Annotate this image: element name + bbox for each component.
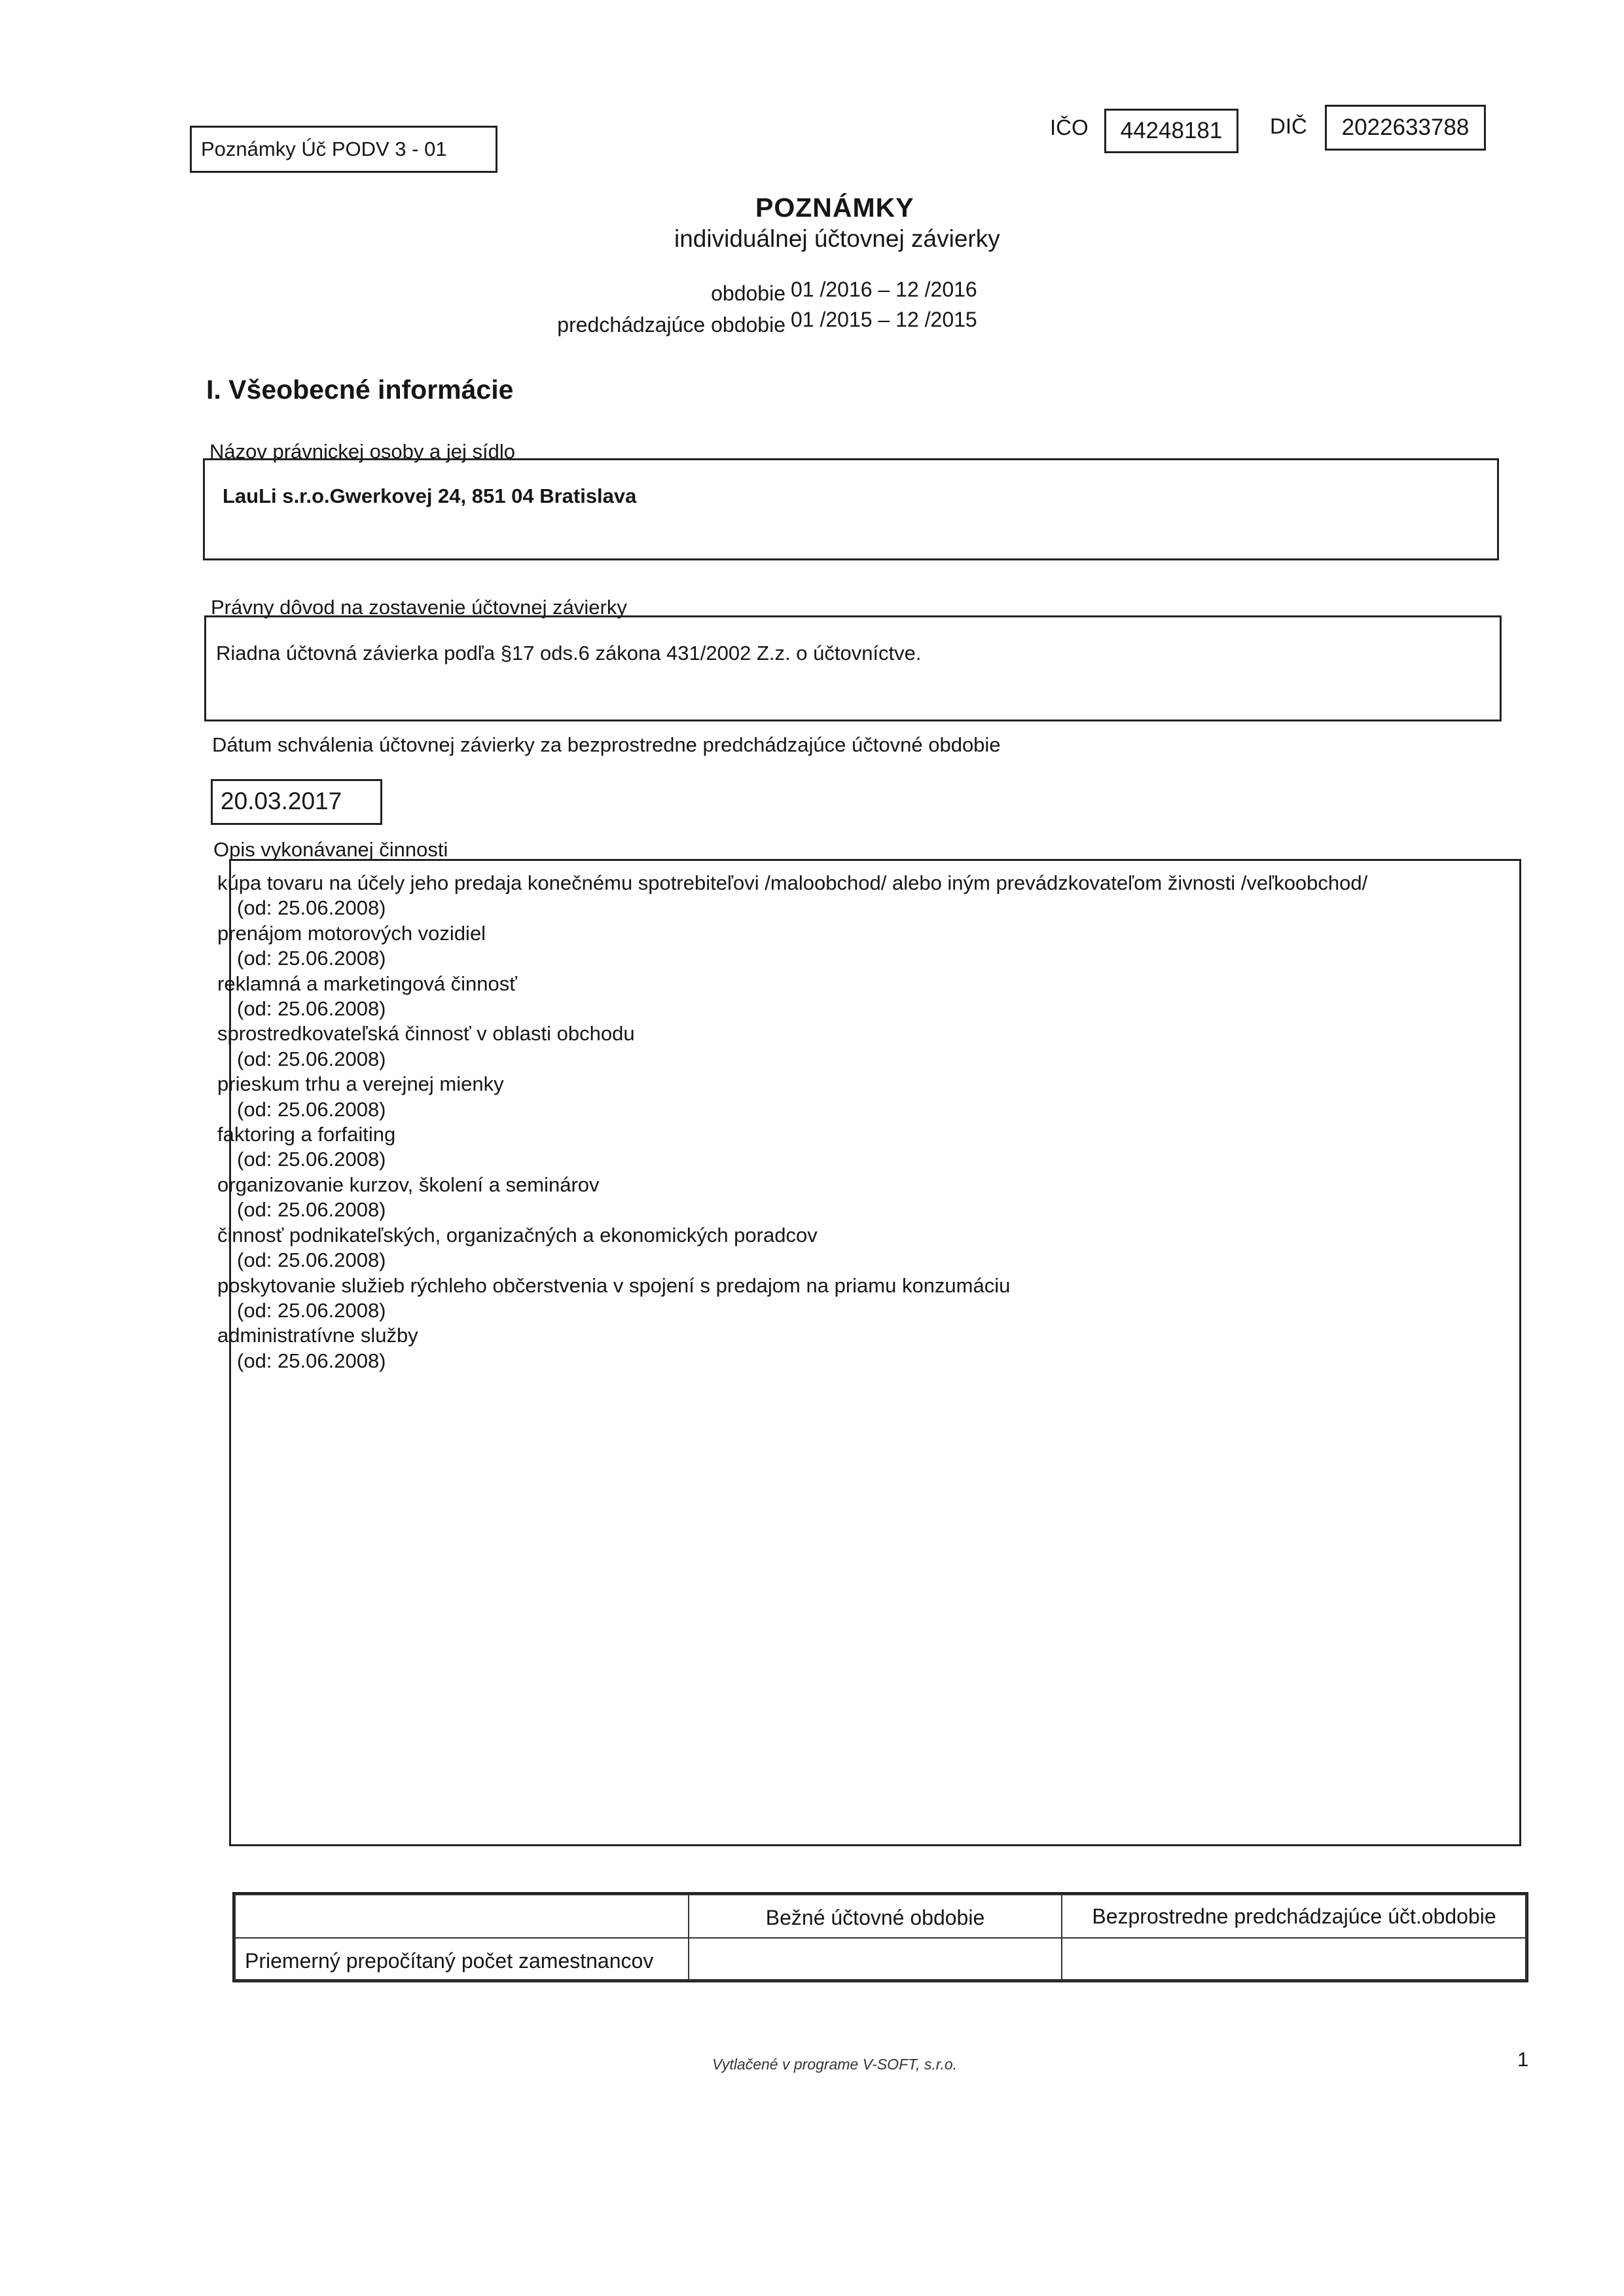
legal-basis-value: Riadna účtovná závierka podľa §17 ods.6 zákona 431/2002 Z.z. o účtovníctve. bbox=[216, 642, 922, 665]
legal-basis-box bbox=[204, 615, 1502, 721]
printed-by-note: Vytlačené v programe V-SOFT, s.r.o. bbox=[712, 2056, 958, 2073]
document-subtitle: individuálnej účtovnej závierky bbox=[674, 225, 1000, 252]
current-employee-count bbox=[688, 1937, 1062, 1981]
activity-name: administratívne služby bbox=[217, 1324, 418, 1347]
table-header-empty-cell bbox=[234, 1894, 689, 1939]
previous-period-header: Bezprostredne predchádzajúce účt.obdobie bbox=[1092, 1904, 1496, 1928]
table-row-label-cell bbox=[234, 1937, 689, 1981]
activity-name: faktoring a forfaiting bbox=[217, 1123, 396, 1146]
table-header-previous bbox=[1061, 1894, 1527, 1939]
employees-table bbox=[232, 1892, 1528, 1982]
employee-count-label: Priemerný prepočítaný počet zamestnancov bbox=[245, 1949, 654, 1973]
activity-name: kúpa tovaru na účely jeho predaja konečnému spotrebiteľovi /maloobchod/ alebo iným prevádzkovateľom živnosti /veľkoobchod/ bbox=[217, 871, 1368, 894]
activities-label: Opis vykonávanej činnosti bbox=[213, 838, 448, 861]
entity-name-value: LauLi s.r.o.Gwerkovej 24, 851 04 Bratislava bbox=[223, 484, 637, 507]
entity-name-box bbox=[203, 458, 1499, 560]
activity-name: sprostredkovateľská činnosť v oblasti obchodu bbox=[217, 1022, 635, 1046]
period-label: obdobie bbox=[711, 282, 785, 305]
activity-date: (od: 25.06.2008) bbox=[237, 1198, 386, 1222]
previous-period-label: predchádzajúce obdobie bbox=[557, 313, 785, 337]
entity-name-label: Názov právnickej osoby a jej sídlo bbox=[209, 440, 515, 463]
activity-date: (od: 25.06.2008) bbox=[237, 1248, 386, 1272]
activity-date: (od: 25.06.2008) bbox=[237, 947, 386, 970]
activity-date: (od: 25.06.2008) bbox=[237, 1148, 386, 1171]
approval-date-label: Dátum schválenia účtovnej závierky za bezprostredne predchádzajúce účtovné obdobie bbox=[212, 733, 1001, 756]
activity-name: činnosť podnikateľských, organizačných a ekonomických poradcov bbox=[217, 1223, 818, 1247]
legal-basis-label: Právny dôvod na zostavenie účtovnej závierky bbox=[211, 596, 627, 619]
activities-list bbox=[217, 871, 1507, 1374]
activity-name: prenájom motorových vozidiel bbox=[217, 921, 486, 945]
period-value: 01 /2016 – 12 /2016 bbox=[791, 278, 977, 301]
activity-date: (od: 25.06.2008) bbox=[237, 1047, 386, 1070]
form-code-box: Poznámky Úč PODV 3 - 01 bbox=[190, 126, 497, 173]
previous-employee-count bbox=[1061, 1937, 1527, 1981]
activity-name: reklamná a marketingová činnosť bbox=[217, 972, 517, 995]
activity-date: (od: 25.06.2008) bbox=[237, 896, 386, 920]
current-period-header: Bežné účtovné obdobie bbox=[765, 1906, 985, 1929]
document-title: POZNÁMKY bbox=[755, 192, 914, 223]
approval-date-value: 20.03.2017 bbox=[211, 779, 382, 825]
activity-date: (od: 25.06.2008) bbox=[237, 1349, 386, 1372]
dic-label: DIČ bbox=[1270, 114, 1307, 138]
ico-value: 44248181 bbox=[1104, 109, 1238, 153]
section-heading: I. Všeobecné informácie bbox=[206, 374, 514, 405]
activity-name: poskytovanie služieb rýchleho občerstvenia v spojení s predajom na priamu konzumáciu bbox=[217, 1273, 1011, 1297]
previous-period-value: 01 /2015 – 12 /2015 bbox=[791, 308, 977, 331]
activity-date: (od: 25.06.2008) bbox=[237, 1298, 386, 1322]
dic-value: 2022633788 bbox=[1325, 105, 1486, 151]
activity-date: (od: 25.06.2008) bbox=[237, 1097, 386, 1121]
table-header-current bbox=[688, 1894, 1062, 1939]
activity-name: organizovanie kurzov, školení a seminárov bbox=[217, 1173, 600, 1196]
ico-label: IČO bbox=[1050, 115, 1089, 139]
activity-name: prieskum trhu a verejnej mienky bbox=[217, 1072, 504, 1096]
page-number: 1 bbox=[1517, 2048, 1529, 2071]
activity-date: (od: 25.06.2008) bbox=[237, 997, 386, 1021]
